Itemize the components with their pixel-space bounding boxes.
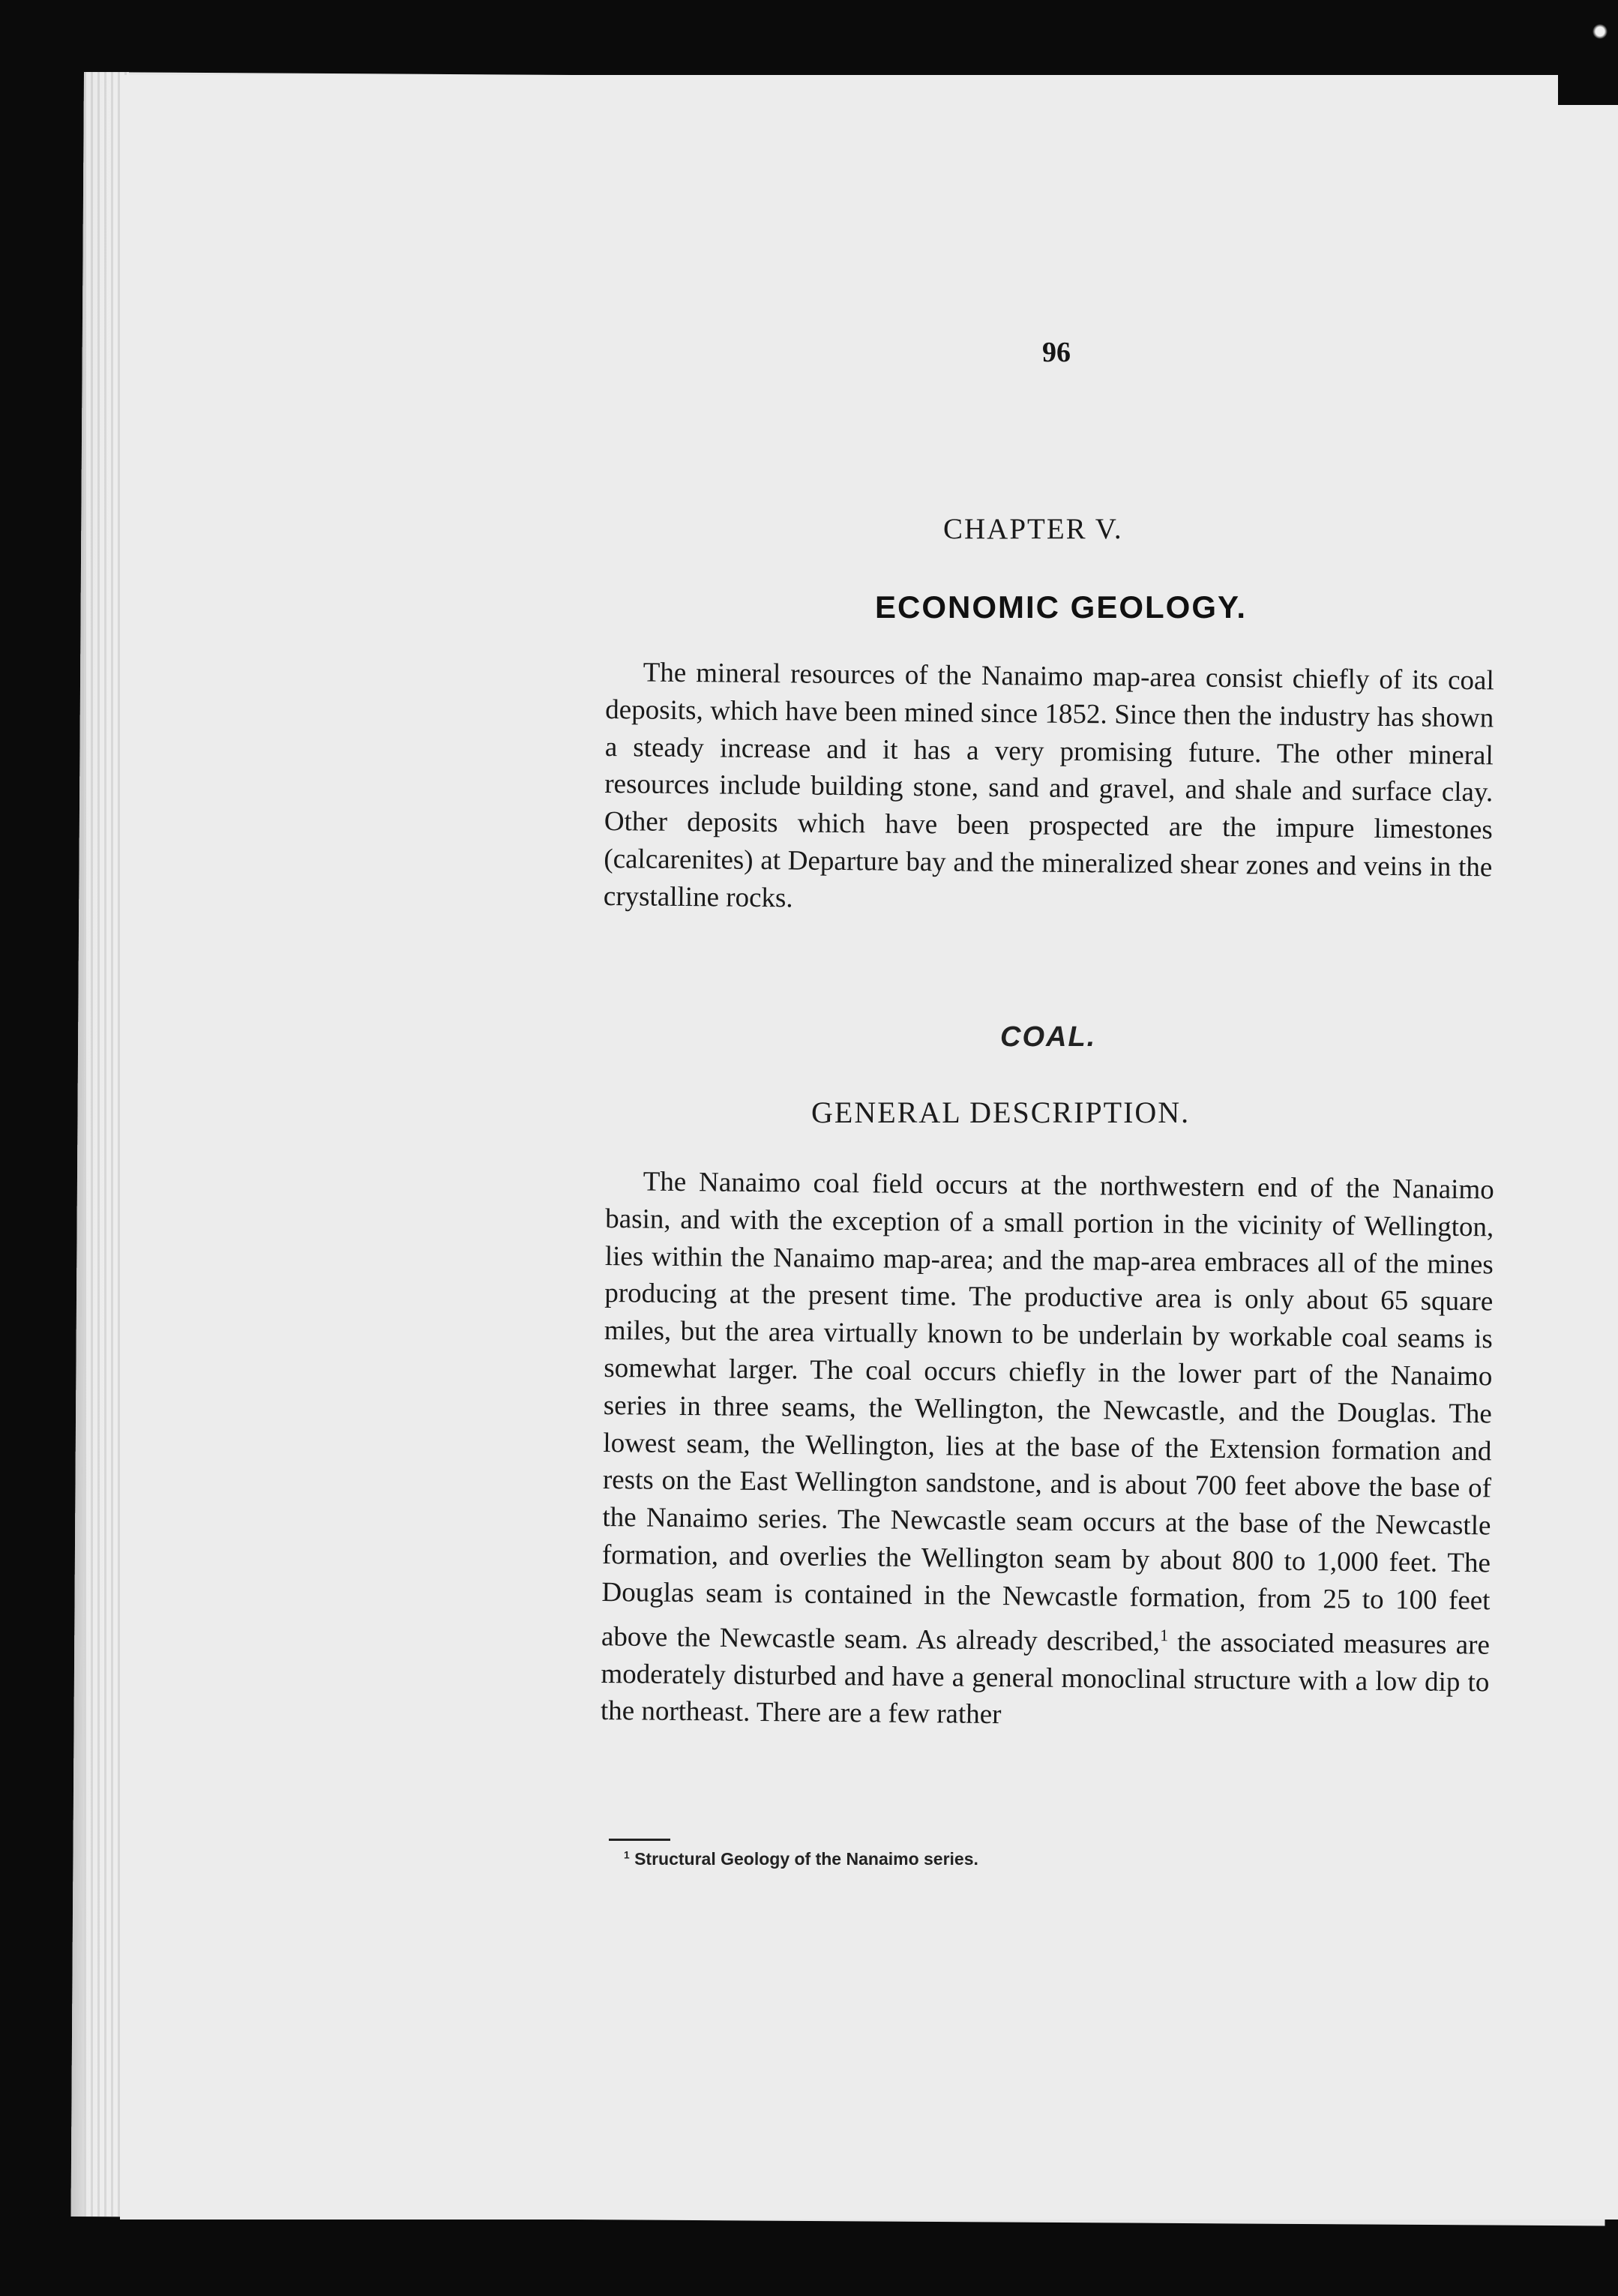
scan-corner-artifact [1558, 0, 1618, 105]
chapter-heading: CHAPTER V. [943, 513, 1123, 545]
footnote-divider [609, 1839, 670, 1841]
coal-heading: COAL. [1000, 1021, 1097, 1053]
page-title: ECONOMIC GEOLOGY. [875, 589, 1248, 625]
footnote-reference: 1 [1159, 1625, 1169, 1644]
description-text-part-1: The Nanaimo coal field occurs at the northwestern end of the Nanaimo basin, and with the exception of a small portion in the vicinity of Wellington, lies within the Nanaimo map-area; and the map-area embraces all of the mines producing at the present time. The productive area is only about 65 square miles, but the area virtually known to be underlain by workable coal seams is somewhat larger. The coal occurs chiefly in the lower part of the Nanaimo series in three seams, the Wellington, the Newcastle, and the Douglas. The lowest seam, the Wellington, lies at the base of the Extension formation and rests on the East Wellington sandstone, and is about 700 feet above the base of the Nanaimo series. The Newcastle seam occurs at the base of the Newcastle formation, and overlies the Wellington seam by about 800 to 1,000 feet. The Douglas seam is contained in the Newcastle formation, from 25 to 100 feet above the Newcastle seam. As already described, [601, 1166, 1494, 1658]
footnote-marker: 1 [624, 1849, 630, 1861]
general-description-heading: GENERAL DESCRIPTION. [811, 1096, 1191, 1129]
description-text-part-2: the associated measures are moderately disturbed and have a general monoclinal structure with a low dip to the northeast. There are a few rather [600, 1626, 1491, 1731]
footnote [624, 1849, 978, 1869]
description-paragraph [601, 1163, 1494, 1739]
intro-paragraph: The mineral resources of the Nanaimo map-area consist chiefly of its coal deposits, which have been mined since 1852. Since then the industry has shown a steady increase and it has a very promising future. The other mineral resources include building stone, sand and gravel, and shale and surface clay. Other deposits which have been prospected are the impure limestones (calcarenites) at Departure bay and the mineralized shear zones and veins in the crystalline rocks. [603, 657, 1494, 914]
book-page [120, 75, 1618, 2220]
footnote-text: Structural Geology of the Nanaimo series. [634, 1849, 978, 1869]
page-number: 96 [1042, 337, 1071, 368]
